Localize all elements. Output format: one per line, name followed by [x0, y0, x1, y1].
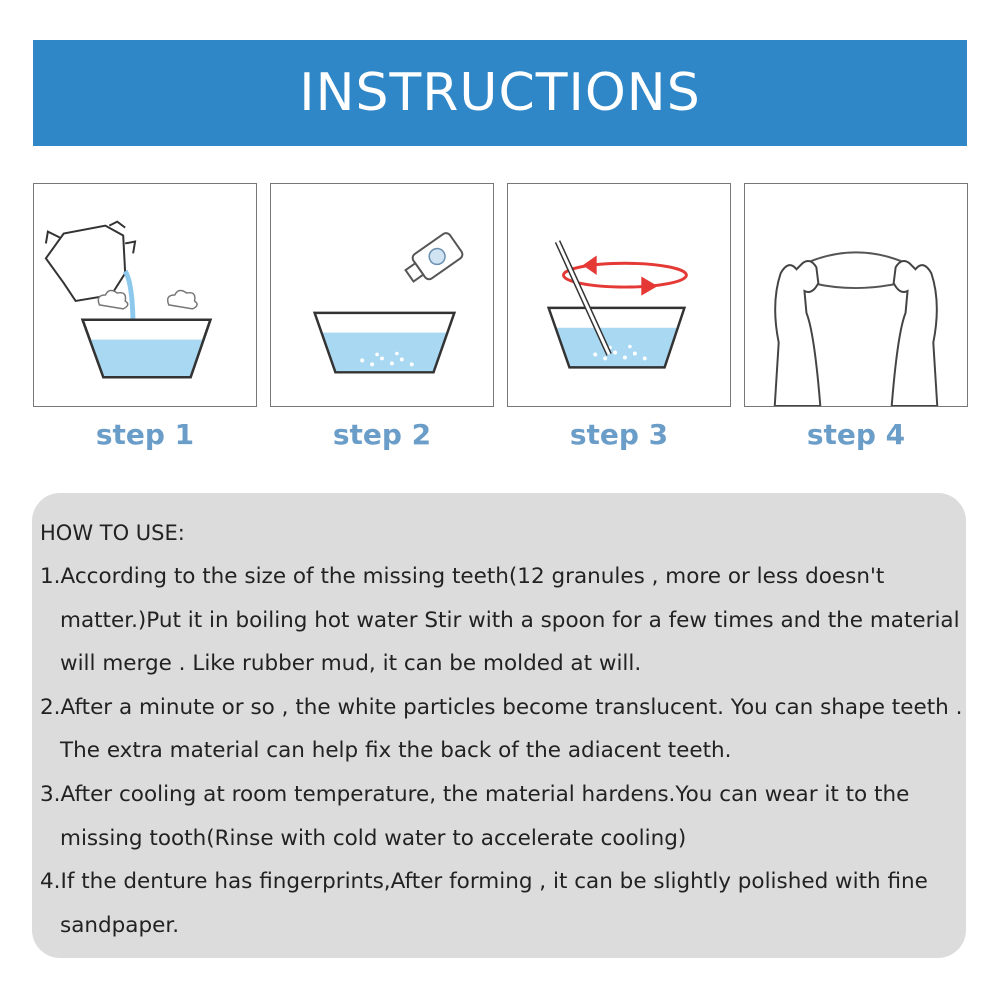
step-1-label: step 1	[95, 418, 195, 451]
step-4-illustration	[744, 183, 968, 407]
instruction-item-2: 2.After a minute or so , the white particles become translucent. You can shape teeth . The extra material can help fix the back of the adiacent teeth.	[40, 694, 963, 764]
granules-cloud-icon	[98, 290, 197, 308]
step-1-illustration	[33, 183, 257, 407]
step-2-illustration	[270, 183, 494, 407]
step-4-label: step 4	[806, 418, 906, 451]
how-to-use-heading: HOW TO USE:	[40, 521, 185, 545]
bowl-icon	[83, 320, 211, 377]
instruction-item-3: 3.After cooling at room temperature, the material hardens.You can wear it to the missing tooth(Rinse with cold water to accelerate cooling)	[40, 781, 910, 851]
step-3-label: step 3	[569, 418, 669, 451]
bowl-icon	[549, 308, 685, 367]
step-3-illustration	[507, 183, 731, 407]
how-to-use-panel	[32, 493, 966, 958]
bottle-icon	[401, 231, 464, 288]
instruction-item-1: 1.According to the size of the missing teeth(12 granules , more or less doesn't matter.)Put it in boiling hot water Stir with a spoon for a few times and the material will merge . Like rubber mud, it can be molded at will.	[40, 564, 960, 677]
bowl-icon	[315, 313, 455, 372]
instruction-item-4: 4.If the denture has fingerprints,After forming , it can be slightly polished with fine sandpaper.	[40, 869, 928, 938]
step-2-label: step 2	[332, 418, 432, 451]
kettle-icon	[46, 222, 135, 301]
page-title: INSTRUCTIONS	[299, 63, 701, 123]
molding-material	[806, 252, 906, 288]
instructions-banner	[33, 40, 967, 146]
